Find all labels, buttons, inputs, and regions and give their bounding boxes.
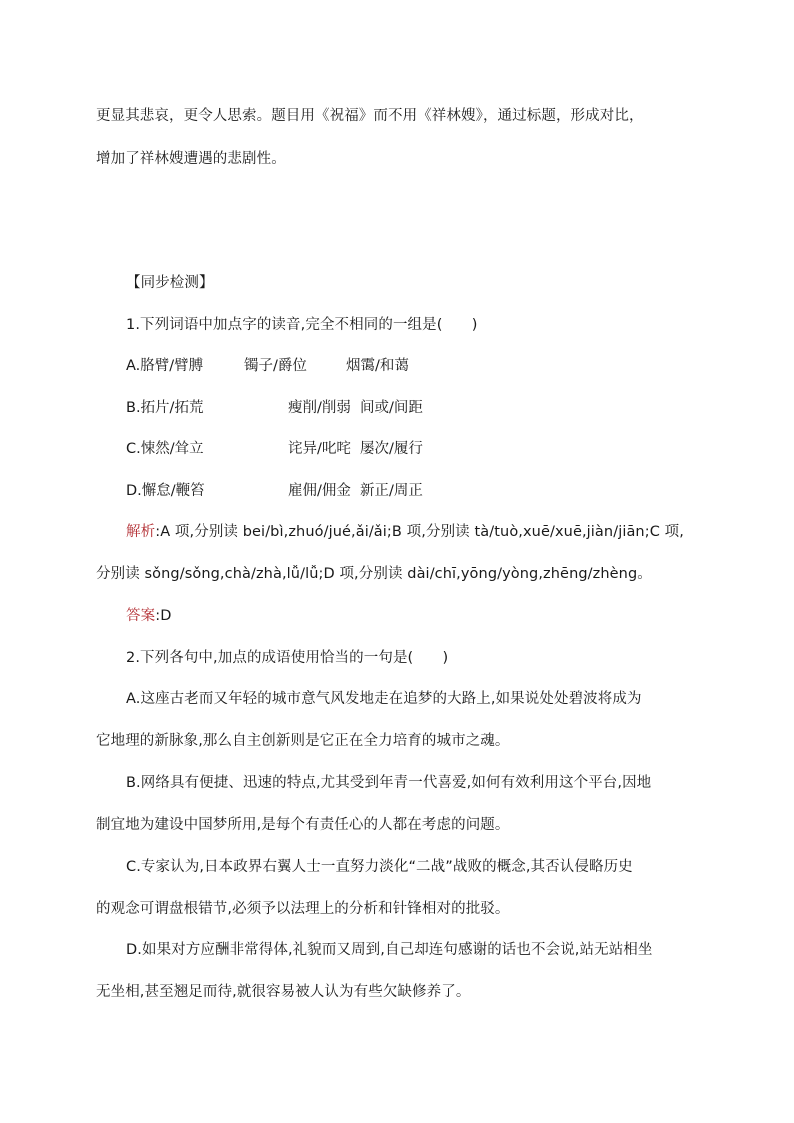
question-2-option-c-line-2: 的观念可谓盘根错节,必须予以法理上的分析和针锋相对的批驳。: [96, 901, 510, 917]
option-a-part-3: 烟霭/和蔼: [346, 358, 409, 374]
question-2-option-d-line-2: 无坐相,甚至翘足而待,就很容易被人认为有些欠缺修养了。: [96, 984, 471, 1000]
intro-line-2: 增加了祥林嫂遭遇的悲剧性。: [96, 151, 286, 167]
option-a-part-2: 镯子/爵位: [244, 358, 307, 374]
answer-label: 答案: [126, 608, 156, 624]
question-1-answer: 答案:D: [126, 608, 172, 624]
question-2-option-a-line-2: 它地理的新脉象,那么自主创新则是它正在全力培育的城市之魂。: [96, 733, 510, 749]
option-d-part-1: D.懈怠/鞭笞: [126, 483, 205, 499]
question-2-option-c-line-1: C.专家认为,日本政界右翼人士一直努力淡化“二战”战败的概念,其否认侵略历史: [126, 859, 633, 875]
analysis-label: 解析: [126, 524, 156, 540]
option-b-part-2: 瘦削/削弱: [288, 400, 351, 416]
option-c-part-3: 屡次/履行: [360, 441, 423, 457]
option-d-part-2: 雇佣/佣金: [288, 483, 351, 499]
option-d-part-3: 新正/周正: [360, 483, 423, 499]
question-2-option-b-line-1: B.网络具有便捷、迅速的特点,尤其受到年青一代喜爱,如何有效利用这个平台,因地: [126, 775, 652, 791]
intro-line-1: 更显其悲哀，更令人思索。题目用《祝福》而不用《祥林嫂》，通过标题，形成对比，: [96, 108, 644, 124]
question-2-option-d-line-1: D.如果对方应酬非常得体,礼貌而又周到,自己却连句感谢的话也不会说,站无站相坐: [126, 942, 653, 958]
question-1-option-c: [126, 439, 686, 459]
question-1-analysis-line-1: 解析:A 项,分别读 bei/bì,zhuó/jué,ǎi/ǎi;B 项,分别读 tà/tuò,xuē/xuē,jiàn/jiān;C 项,: [126, 524, 684, 540]
option-c-part-1: C.悚然/耸立: [126, 441, 204, 457]
question-2-option-b-line-2: 制宜地为建设中国梦所用,是每个有责任心的人都在考虑的问题。: [96, 817, 510, 833]
question-1-option-b: [126, 398, 686, 418]
question-1-stem: 1.下列词语中加点字的读音,完全不相同的一组是( ): [126, 317, 478, 333]
option-c-part-2: 诧异/叱咤: [288, 441, 351, 457]
question-1-option-a: [126, 356, 686, 376]
option-b-part-1: B.拓片/拓荒: [126, 400, 204, 416]
section-title: 【同步检测】: [126, 275, 214, 291]
option-b-part-3: 间或/间距: [360, 400, 423, 416]
option-a-part-1: A.胳臂/臂膊: [126, 358, 204, 374]
question-2-option-a-line-1: A.这座古老而又年轻的城市意气风发地走在追梦的大路上,如果说处处碧波将成为: [126, 691, 642, 707]
question-1-analysis-line-2: 分别读 sǒng/sǒng,chà/zhà,lǚ/lǚ;D 项,分别读 dài/chī,yōng/yòng,zhēng/zhèng。: [96, 566, 652, 582]
question-2-stem: 2.下列各句中,加点的成语使用恰当的一句是( ): [126, 650, 449, 666]
question-1-option-d: [126, 481, 686, 501]
